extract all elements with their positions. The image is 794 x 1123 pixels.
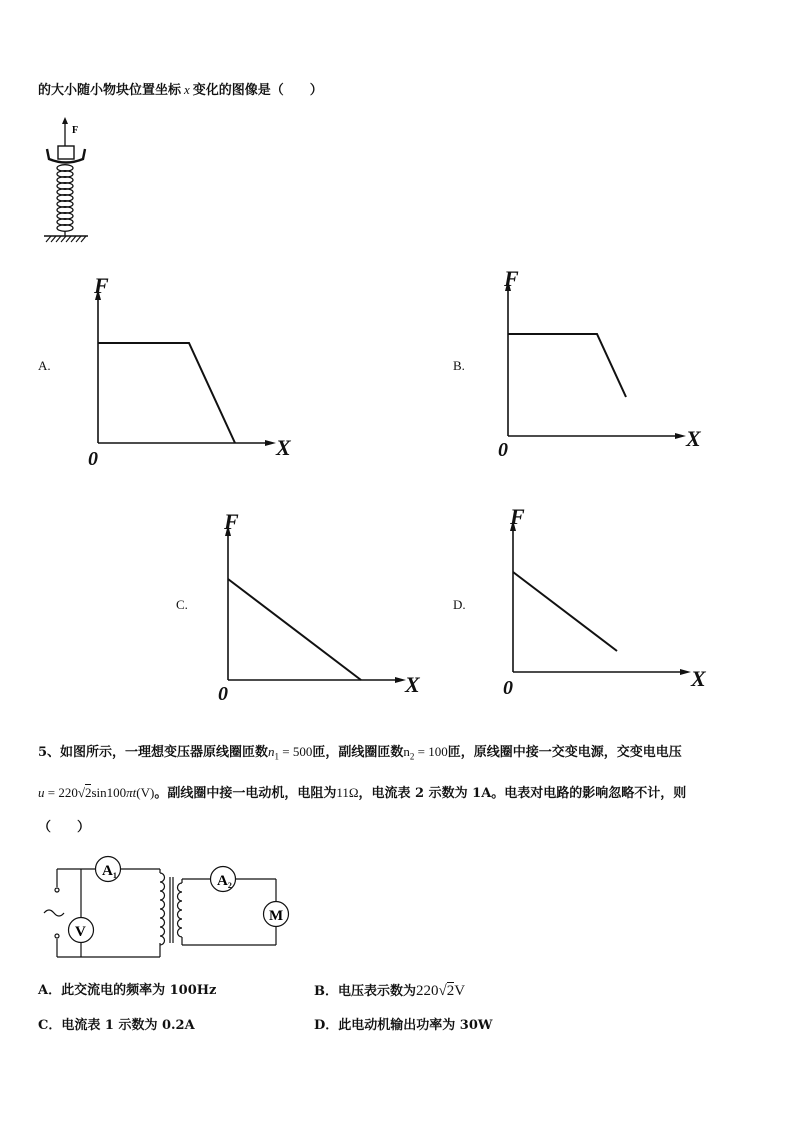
motor: M — [269, 908, 284, 924]
q5-line2-part-b: ，电流表 2 示数为 1A。电表对电路的影响忽略不计，则 — [358, 786, 687, 801]
q5-option-b-unit: V — [454, 983, 466, 999]
option-c-letter: C. — [176, 597, 188, 612]
q4-stem-variable: x — [184, 82, 190, 97]
q5-voltage-symbol: u — [38, 785, 45, 800]
q5-n2-symbol: n — [403, 744, 410, 759]
q5-option-b-root: 2 — [446, 983, 455, 999]
option-d-letter: D. — [453, 597, 466, 612]
q5-voltage-unit: (V) — [136, 785, 155, 800]
q5-option-c — [38, 1016, 195, 1036]
q5-voltage-pit: πt — [126, 785, 137, 800]
q4-stem — [38, 80, 323, 101]
q5-option-b-letter: B． — [314, 984, 338, 999]
q5-line1-part-b: 匝，副线圈匝数 — [312, 745, 404, 760]
graph-c-curve — [228, 579, 361, 680]
spring-block-figure — [36, 116, 96, 244]
q5-option-d-text: 此电动机输出功率为 30W — [338, 1018, 493, 1033]
q4-stem-suffix: 变化的图像是（ ） — [192, 83, 323, 98]
q4-stem-prefix: 的大小随小物块位置坐标 — [38, 83, 182, 98]
force-label: F — [72, 125, 79, 136]
graph-a-y-label: F — [94, 273, 109, 298]
q5-voltage-root: 2 — [84, 785, 92, 800]
graph-b-x-label: X — [686, 426, 701, 451]
graph-c-origin: 0 — [218, 683, 228, 705]
graph-a-x-label: X — [276, 435, 291, 460]
graph-c-x-label: X — [405, 672, 420, 697]
q5-option-d-letter: D． — [314, 1018, 339, 1033]
graph-d — [501, 506, 713, 701]
q5-option-d — [314, 1016, 493, 1036]
graph-d-curve — [513, 572, 617, 651]
q5-stem-line2 — [38, 783, 686, 804]
q5-option-a — [38, 981, 216, 1001]
q5-line2-part-a: 。副线圈中接一电动机，电阻为 — [154, 786, 337, 801]
q5-n1-subscript: 1 — [274, 751, 280, 762]
graph-b-origin: 0 — [498, 439, 508, 461]
q5-line1-part-a: 5、如图所示，一理想变压器原线圈匝数 — [38, 745, 269, 760]
graph-b-y-label: F — [504, 266, 519, 291]
q5-resistance: 11Ω — [336, 785, 359, 800]
q5-answer-blank: （ ） — [38, 820, 91, 835]
graph-d-origin: 0 — [503, 677, 513, 699]
q5-option-b-value: 220 — [416, 983, 439, 999]
graph-a — [86, 275, 298, 470]
sqrt-icon: √ — [77, 785, 85, 800]
ammeter-2: $A_2$ — [217, 873, 232, 890]
graph-d-y-label: F — [510, 504, 525, 529]
graph-a-curve — [98, 343, 235, 443]
q5-stem-line1 — [38, 742, 682, 767]
q5-voltage-sin: sin100 — [91, 785, 127, 800]
q5-n2-value: = 100 — [414, 744, 448, 759]
option-b-letter: B. — [453, 358, 465, 373]
q5-n2-subscript: 2 — [409, 751, 415, 762]
graph-b — [496, 266, 708, 461]
q5-option-b-text: 电压表示数为 — [338, 984, 417, 999]
q5-option-b — [314, 981, 465, 1002]
option-a-letter: A. — [38, 358, 51, 373]
ammeter-1: $A_1$ — [102, 863, 117, 880]
graph-c — [216, 511, 428, 706]
q5-option-c-letter: C． — [38, 1018, 62, 1033]
transformer-circuit — [40, 855, 300, 965]
q5-option-c-text: 电流表 1 示数为 0.2A — [61, 1018, 195, 1033]
voltmeter: V — [75, 924, 86, 940]
q5-option-a-text: 此交流电的频率为 100Hz — [61, 983, 217, 998]
graph-a-origin: 0 — [88, 448, 98, 470]
q5-n1-value: = 500 — [279, 744, 313, 759]
q5-line1-part-c: 匝，原线圈中接一交变电源，交变电电压 — [447, 745, 682, 760]
graph-b-curve — [508, 334, 626, 397]
sqrt-icon: √ — [438, 983, 447, 999]
q5-option-a-letter: A． — [38, 983, 62, 998]
q5-n1-symbol: n — [268, 744, 275, 759]
q5-voltage-amplitude: = 220 — [44, 785, 78, 800]
graph-c-y-label: F — [224, 509, 239, 534]
graph-d-x-label: X — [691, 666, 706, 691]
